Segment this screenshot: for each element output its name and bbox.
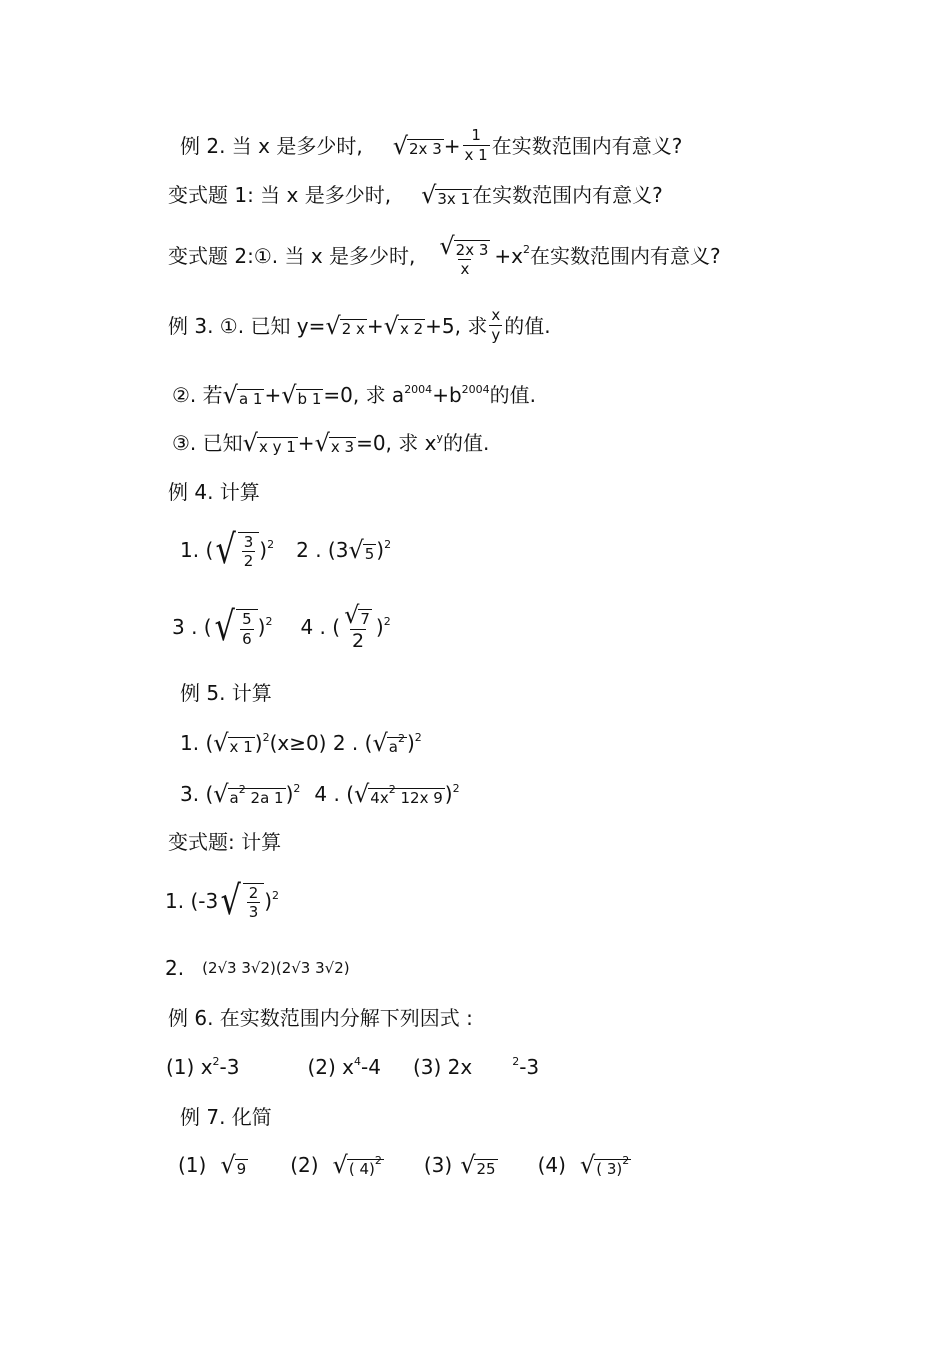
example-5-row-2: 3. ( √ $a^2$ 2a 1 ) $^2$ 4 . ( √ $4x^2$ 12x 9 ) $^2$ [180,780,460,808]
sqrt-expression: √ 2x 3 [392,131,442,160]
example-5-heading: 例 5. 计算 [180,681,272,705]
example-6-heading: 例 6. 在实数范围内分解下列因式 : [168,1006,473,1030]
example-7-row: (1) √ 9 (2) √ ( 4)$^2$ (3) √ 25 (4) √ ( 3)$^2$ [178,1151,630,1179]
fraction: $\frac{1}{x 1}$ [464,126,488,164]
example-2-label: 例 2. 当 x 是多少时, [180,133,363,158]
sqrt-expression: √ 3x 1 [421,181,471,209]
example-7-heading: 例 7. 化简 [180,1105,272,1129]
example-6-row: (1) x $^2$ -3 (2) x $^4$ -4 (3) 2x $^2$ -3 [166,1054,540,1079]
example-4-heading: 例 4. 计算 [168,480,260,504]
variant-2: 变式题 2:①. 当 x 是多少时, √ 2x 3 x +x $^2$ 在实数范围内有意义? [168,232,721,278]
variant-1: 变式题 1: 当 x 是多少时, √ 3x 1 在实数范围内有意义? [168,181,663,209]
example-3-part-3: ③. 已知 √ x y 1 + √ x 3 =0, 求 x $^y$ 的值. [172,429,490,457]
example-2: 例 2. 当 x 是多少时, √ 2x 3 + $\frac{1}{x 1}$ 在实数范围内有意义? [180,126,683,164]
example-3-part-2: ②. 若 √ a 1 + √ b 1 =0, 求 a $^{2004}$ +b $^{2004}$ 的值. [172,381,536,409]
fraction: √ 2x 3 x [439,232,489,278]
example-4-row-2: 3 . ( √ $\frac{5}{6}$ ) $^2$ 4 . ( √ 7 2 ) $^2$ [172,601,391,652]
variant-3-heading: 变式题: 计算 [168,830,282,854]
example-5-row-1: 1. ( √ x 1 ) $^2$ (x≥0) 2 . ( √ $a^2$ ) $^2$ [180,729,422,757]
variant-3-row-1: 1. (-3 √ $\frac{2}{3}$ ) $^2$ [165,878,280,924]
example-4-row-1: 1. ( √ $\frac{3}{2}$ ) $^2$ 2 . (3 √ 5 ) $^2$ [180,527,392,573]
variant-3-row-2: 2. (2√3 3√2)(2√3 3√2) [165,956,350,980]
example-3: 例 3. ①. 已知 y= √ 2 x + √ x 2 +5, 求 $\frac{x}{y}$ 的值. [168,306,551,344]
